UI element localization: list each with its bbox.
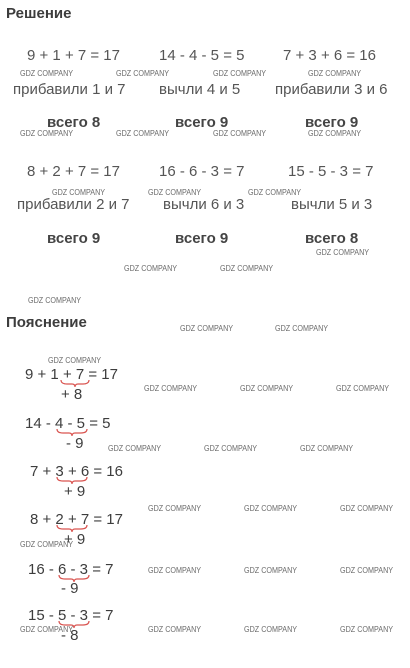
description-3: прибавили 3 и 6 bbox=[275, 81, 388, 98]
brace-1 bbox=[60, 379, 90, 387]
watermark: GDZ COMPANY bbox=[300, 444, 354, 453]
explanation-expression-3: 7 + 3 + 6 = 16 bbox=[30, 463, 123, 480]
watermark: GDZ COMPANY bbox=[336, 384, 390, 393]
watermark: GDZ COMPANY bbox=[213, 69, 267, 78]
watermark: GDZ COMPANY bbox=[213, 129, 267, 138]
watermark: GDZ COMPANY bbox=[248, 188, 302, 197]
watermark: GDZ COMPANY bbox=[144, 384, 198, 393]
watermark: GDZ COMPANY bbox=[124, 264, 178, 273]
description-4: прибавили 2 и 7 bbox=[17, 196, 130, 213]
watermark: GDZ COMPANY bbox=[116, 69, 170, 78]
watermark: GDZ COMPANY bbox=[20, 540, 74, 549]
watermark: GDZ COMPANY bbox=[20, 129, 74, 138]
explanation-sum-4: + 9 bbox=[64, 531, 86, 548]
watermark: GDZ COMPANY bbox=[244, 566, 298, 575]
watermark: GDZ COMPANY bbox=[148, 566, 202, 575]
description-1: прибавили 1 и 7 bbox=[13, 81, 126, 98]
watermark: GDZ COMPANY bbox=[308, 69, 362, 78]
explanation-sum-5: - 9 bbox=[61, 580, 79, 597]
watermark: GDZ COMPANY bbox=[148, 504, 202, 513]
explanation-sum-6: - 8 bbox=[61, 627, 79, 644]
total-3: всего 9 bbox=[305, 114, 359, 131]
watermark: GDZ COMPANY bbox=[220, 264, 274, 273]
watermark: GDZ COMPANY bbox=[316, 248, 370, 257]
watermark: GDZ COMPANY bbox=[340, 625, 394, 634]
explanation-expression-2: 14 - 4 - 5 = 5 bbox=[25, 415, 111, 432]
watermark: GDZ COMPANY bbox=[52, 188, 106, 197]
brace-2 bbox=[56, 428, 88, 436]
watermark: GDZ COMPANY bbox=[108, 444, 162, 453]
watermark: GDZ COMPANY bbox=[148, 625, 202, 634]
description-5: вычли 6 и 3 bbox=[163, 196, 245, 213]
equation-5: 16 - 6 - 3 = 7 bbox=[159, 163, 245, 180]
total-1: всего 8 bbox=[47, 114, 101, 131]
watermark: GDZ COMPANY bbox=[148, 188, 202, 197]
explanation-expression-5: 16 - 6 - 3 = 7 bbox=[28, 561, 114, 578]
explanation-expression-6: 15 - 5 - 3 = 7 bbox=[28, 607, 114, 624]
watermark: GDZ COMPANY bbox=[204, 444, 258, 453]
watermark: GDZ COMPANY bbox=[240, 384, 294, 393]
equation-1: 9 + 1 + 7 = 17 bbox=[27, 47, 120, 64]
watermark: GDZ COMPANY bbox=[244, 504, 298, 513]
watermark: GDZ COMPANY bbox=[244, 625, 298, 634]
brace-5 bbox=[58, 574, 90, 582]
watermark: GDZ COMPANY bbox=[28, 296, 82, 305]
explanation-sum-2: - 9 bbox=[66, 435, 84, 452]
explanation-expression-4: 8 + 2 + 7 = 17 bbox=[30, 511, 123, 528]
explanation-sum-3: + 9 bbox=[64, 483, 86, 500]
total-4: всего 9 bbox=[47, 230, 101, 247]
brace-4 bbox=[56, 524, 88, 532]
equation-3: 7 + 3 + 6 = 16 bbox=[283, 47, 376, 64]
total-5: всего 9 bbox=[175, 230, 229, 247]
total-2: всего 9 bbox=[175, 114, 229, 131]
watermark: GDZ COMPANY bbox=[308, 129, 362, 138]
equation-4: 8 + 2 + 7 = 17 bbox=[27, 163, 120, 180]
description-6: вычли 5 и 3 bbox=[291, 196, 373, 213]
explanation-heading: Пояснение bbox=[6, 314, 87, 331]
description-2: вычли 4 и 5 bbox=[159, 81, 241, 98]
solution-heading: Решение bbox=[6, 5, 72, 22]
equation-6: 15 - 5 - 3 = 7 bbox=[288, 163, 374, 180]
watermark: GDZ COMPANY bbox=[340, 566, 394, 575]
watermark: GDZ COMPANY bbox=[48, 356, 102, 365]
watermark: GDZ COMPANY bbox=[275, 324, 329, 333]
watermark: GDZ COMPANY bbox=[180, 324, 234, 333]
brace-3 bbox=[56, 476, 88, 484]
watermark: GDZ COMPANY bbox=[116, 129, 170, 138]
explanation-sum-1: + 8 bbox=[61, 386, 83, 403]
watermark: GDZ COMPANY bbox=[20, 69, 74, 78]
explanation-expression-1: 9 + 1 + 7 = 17 bbox=[25, 366, 118, 383]
watermark: GDZ COMPANY bbox=[340, 504, 394, 513]
total-6: всего 8 bbox=[305, 230, 359, 247]
watermark: GDZ COMPANY bbox=[20, 625, 74, 634]
equation-2: 14 - 4 - 5 = 5 bbox=[159, 47, 245, 64]
